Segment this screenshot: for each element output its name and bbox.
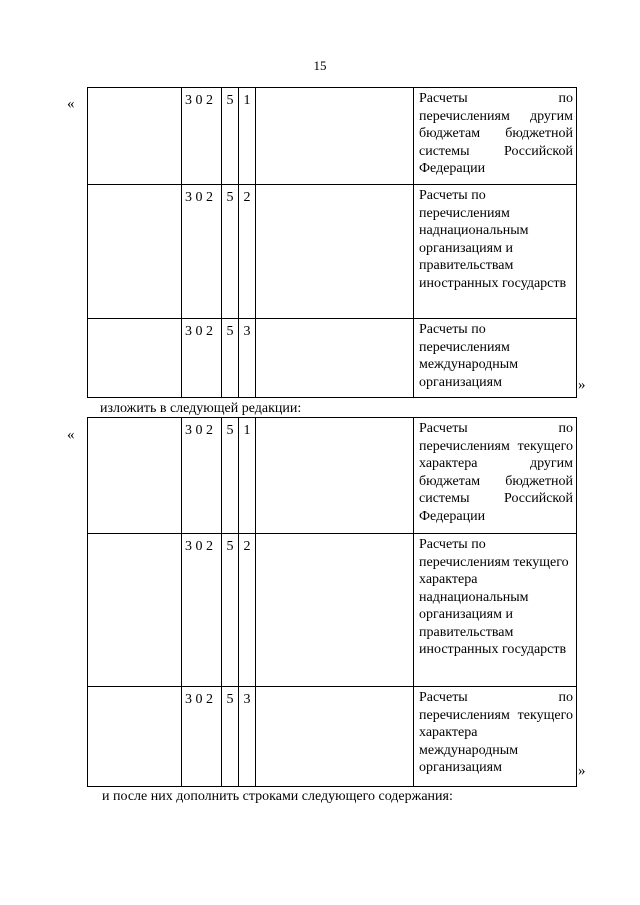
table-row <box>88 319 577 398</box>
digit-cell: 1 <box>239 88 256 185</box>
empty-cell <box>256 687 414 787</box>
digit-cell: 5 <box>222 687 239 787</box>
closing-quote: » <box>578 763 586 779</box>
account-codes-table-original <box>87 87 577 398</box>
table-row <box>88 88 577 185</box>
opening-quote: « <box>67 427 75 443</box>
closing-quote: » <box>578 377 586 393</box>
digit-cell: 5 <box>222 418 239 534</box>
digit-cell: 5 <box>222 319 239 398</box>
description-cell: Расчеты по перечислениям текущего характера наднациональным организациям и правительствам иностранных государств <box>414 534 577 687</box>
empty-cell <box>88 534 182 687</box>
empty-cell <box>256 185 414 319</box>
code-cell: 3 0 2 <box>182 319 222 398</box>
description-cell: Расчеты по перечислениям международным организациям <box>414 319 577 398</box>
description-cell: Расчеты по перечислениям другим бюджетам бюджетной системы Российской Федерации <box>414 88 577 185</box>
empty-cell <box>88 687 182 787</box>
description-cell: Расчеты по перечислениям текущего характера международным организациям <box>414 687 577 787</box>
digit-cell: 2 <box>239 185 256 319</box>
code-cell: 3 0 2 <box>182 687 222 787</box>
digit-cell: 2 <box>239 534 256 687</box>
empty-cell <box>88 418 182 534</box>
instruction-text: изложить в следующей редакции: <box>100 401 302 416</box>
empty-cell <box>88 88 182 185</box>
instruction-text: и после них дополнить строками следующего содержания: <box>102 789 453 804</box>
empty-cell <box>88 185 182 319</box>
digit-cell: 5 <box>222 185 239 319</box>
opening-quote: « <box>67 96 75 112</box>
code-cell: 3 0 2 <box>182 185 222 319</box>
digit-cell: 5 <box>222 88 239 185</box>
table-row <box>88 534 577 687</box>
empty-cell <box>256 88 414 185</box>
digit-cell: 5 <box>222 534 239 687</box>
description-cell: Расчеты по перечислениям наднациональным организациям и правительствам иностранных государств <box>414 185 577 319</box>
digit-cell: 3 <box>239 687 256 787</box>
digit-cell: 3 <box>239 319 256 398</box>
table-row <box>88 687 577 787</box>
code-cell: 3 0 2 <box>182 88 222 185</box>
code-cell: 3 0 2 <box>182 418 222 534</box>
empty-cell <box>256 534 414 687</box>
account-codes-table-new <box>87 417 577 787</box>
empty-cell <box>88 319 182 398</box>
code-cell: 3 0 2 <box>182 534 222 687</box>
table-row <box>88 418 577 534</box>
table-row <box>88 185 577 319</box>
empty-cell <box>256 418 414 534</box>
digit-cell: 1 <box>239 418 256 534</box>
page-number: 15 <box>313 58 327 73</box>
empty-cell <box>256 319 414 398</box>
description-cell: Расчеты по перечислениям текущего характера другим бюджетам бюджетной системы Российской Федерации <box>414 418 577 534</box>
